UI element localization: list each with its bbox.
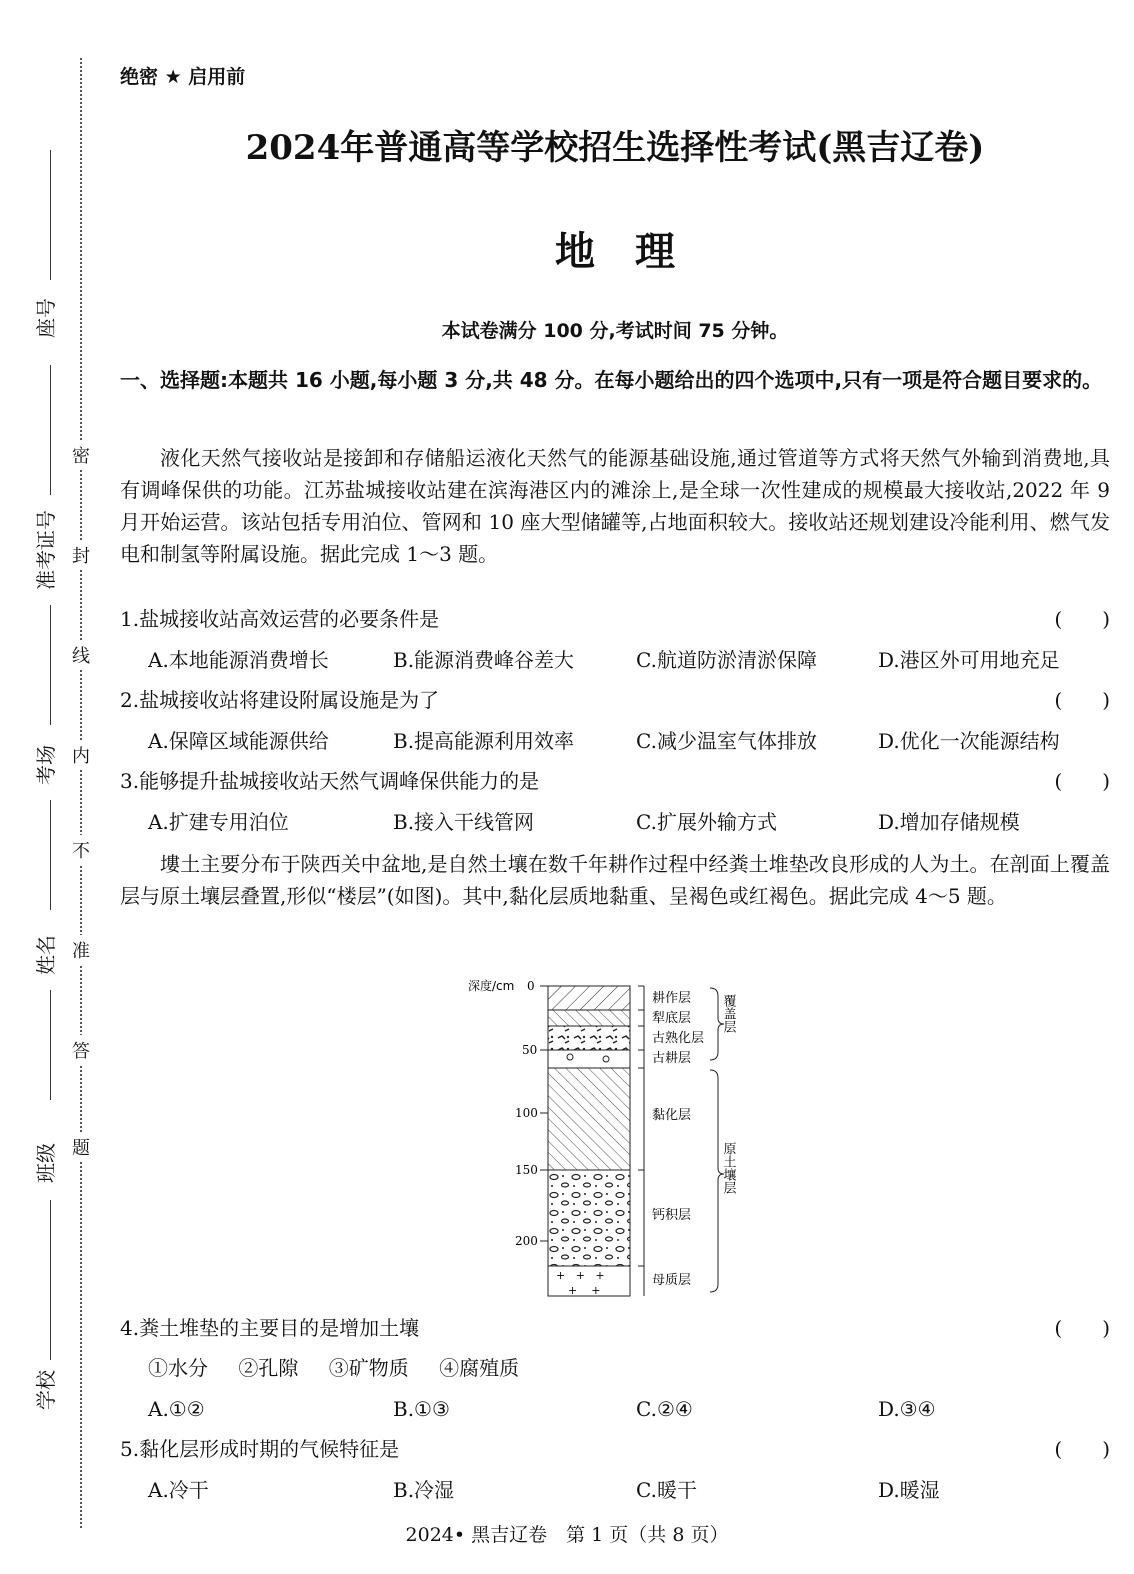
question-stem: 2.盐城接收站将建设附属设施是为了	[120, 688, 440, 712]
name-line	[50, 800, 51, 910]
option-b: B.冷湿	[393, 1478, 455, 1502]
group-original-label: 原土壤层	[720, 1142, 736, 1194]
layer-label: 古耕层	[652, 1051, 692, 1066]
question-stem: 5.黏化层形成时期的气候特征是	[120, 1437, 400, 1461]
layer-ancient-matured	[548, 1026, 630, 1050]
question-2	[120, 684, 1110, 716]
item: ①水分	[148, 1356, 208, 1380]
seal-char: 密	[72, 440, 90, 470]
seal-char: 题	[72, 1132, 90, 1162]
school-label: 学校	[34, 1370, 58, 1410]
soil-profile-diagram	[460, 974, 780, 1304]
option-d: D.增加存储规模	[878, 810, 1020, 834]
seal-char: 答	[72, 1035, 90, 1065]
group-cover-label: 覆盖层	[720, 994, 736, 1033]
layer-label: 犁底层	[652, 1011, 692, 1026]
layer-clay	[548, 1068, 630, 1170]
option-a: A.保障区域能源供给	[148, 729, 329, 753]
tick-50: 50	[522, 1043, 538, 1057]
binding-margin	[0, 0, 100, 1574]
question-5	[120, 1433, 1110, 1465]
option-d: D.③④	[878, 1397, 936, 1421]
option-a: A.①②	[148, 1397, 205, 1421]
depth-axis-label: 深度/cm	[468, 979, 515, 993]
question-4-items	[148, 1352, 543, 1384]
answer-bracket: ( )	[1054, 688, 1110, 712]
answer-bracket: ( )	[1054, 1437, 1110, 1461]
seat-number-line	[50, 150, 51, 280]
seal-dotted-line	[80, 58, 82, 1528]
exam-id-label: 准考证号	[34, 510, 58, 590]
option-b: B.能源消费峰谷差大	[393, 648, 575, 672]
exam-room-label: 考场	[34, 745, 58, 785]
exam-id-line	[50, 365, 51, 495]
passage-soil: 塿土主要分布于陕西关中盆地,是自然土壤在数千年耕作过程中经粪土堆垫改良形成的人为土。在剖面上覆盖层与原土壤层叠置,形似“楼层”(如图)。其中,黏化层质地黏重、呈褐色或红褐色。据此完成 4～5 题。	[120, 852, 1110, 908]
seal-char: 封	[72, 540, 90, 570]
option-d: D.优化一次能源结构	[878, 729, 1060, 753]
item: ②孔隙	[238, 1356, 299, 1380]
layer-tillage	[548, 986, 630, 1010]
plus-marks: + + +	[556, 1269, 605, 1282]
option-c: C.航道防淤清淤保障	[636, 648, 817, 672]
question-1	[120, 603, 1110, 635]
question-3	[120, 765, 1110, 797]
option-d: D.暖湿	[878, 1478, 940, 1502]
option-d: D.港区外可用地充足	[878, 648, 1060, 672]
answer-bracket: ( )	[1054, 769, 1110, 793]
passage-lng: 液化天然气接收站是接卸和存储船运液化天然气的能源基础设施,通过管道等方式将天然气外输到消费地,具有调峰保供的功能。江苏盐城接收站建在滨海港区内的滩涂上,是全球一次性建成的规模最大接收站,2022 年 9 月开始运营。该站包括专用泊位、管网和 10 座大型储罐等,占地面积较大。接收站还规划建设冷能利用、燃气发电和制氢等附属设施。据此完成 1～3 题。	[120, 446, 1110, 566]
tick-100: 100	[515, 1106, 538, 1120]
plus-marks: + +	[568, 1284, 601, 1297]
question-stem: 1.盐城接收站高效运营的必要条件是	[120, 607, 440, 631]
layer-label: 钙积层	[652, 1208, 692, 1223]
seal-char: 内	[72, 740, 90, 770]
item: ③矿物质	[328, 1356, 409, 1380]
tick-0: 0	[527, 979, 535, 993]
seal-char: 线	[72, 640, 90, 670]
tick-150: 150	[515, 1163, 538, 1177]
soil-profile-figure	[460, 974, 780, 1304]
seat-number-label: 座号	[34, 298, 58, 338]
option-c: C.减少温室气体排放	[636, 729, 817, 753]
option-c: C.扩展外输方式	[636, 810, 777, 834]
question-4	[120, 1312, 1110, 1344]
layer-label: 古熟化层	[652, 1031, 705, 1046]
seal-char: 准	[72, 935, 90, 965]
layer-label: 母质层	[652, 1273, 692, 1288]
question-stem: 4.粪土堆垫的主要目的是增加土壤	[120, 1316, 420, 1340]
option-a: A.扩建专用泊位	[148, 810, 289, 834]
page-footer: 2024• 黑吉辽卷 第 1 页（共 8 页）	[405, 1524, 729, 1546]
option-b: B.提高能源利用效率	[393, 729, 575, 753]
option-b: B.接入干线管网	[393, 810, 535, 834]
layer-label: 耕作层	[652, 991, 692, 1006]
class-line	[50, 990, 51, 1100]
exam-room-line	[50, 605, 51, 725]
exam-note: 本试卷满分 100 分,考试时间 75 分钟。	[441, 320, 789, 342]
name-label: 姓名	[34, 935, 58, 975]
answer-bracket: ( )	[1054, 607, 1110, 631]
option-c: C.暖干	[636, 1478, 697, 1502]
section-heading: 一、选择题:本题共 16 小题,每小题 3 分,共 48 分。在每小题给出的四个选项中,只有一项是符合题目要求的。	[120, 368, 1103, 392]
answer-bracket: ( )	[1054, 1316, 1110, 1340]
class-label: 班级	[34, 1143, 58, 1183]
layer-calcic	[548, 1170, 630, 1266]
option-a: A.本地能源消费增长	[148, 648, 329, 672]
tick-200: 200	[515, 1234, 538, 1248]
layer-label: 黏化层	[652, 1108, 692, 1123]
layer-plowpan	[548, 1010, 630, 1026]
seal-char: 不	[72, 835, 90, 865]
layer-ancient-plow	[548, 1050, 630, 1068]
confidential-mark: 绝密 ★ 启用前	[120, 66, 246, 88]
item: ④腐殖质	[439, 1356, 520, 1380]
option-c: C.②④	[636, 1397, 693, 1421]
option-a: A.冷干	[148, 1478, 209, 1502]
option-b: B.①③	[393, 1397, 450, 1421]
subject-title: 地理	[555, 228, 715, 275]
school-line	[50, 1200, 51, 1360]
question-stem: 3.能够提升盐城接收站天然气调峰保供能力的是	[120, 769, 540, 793]
exam-title: 2024年普通高等学校招生选择性考试(黑吉辽卷)	[245, 128, 985, 168]
